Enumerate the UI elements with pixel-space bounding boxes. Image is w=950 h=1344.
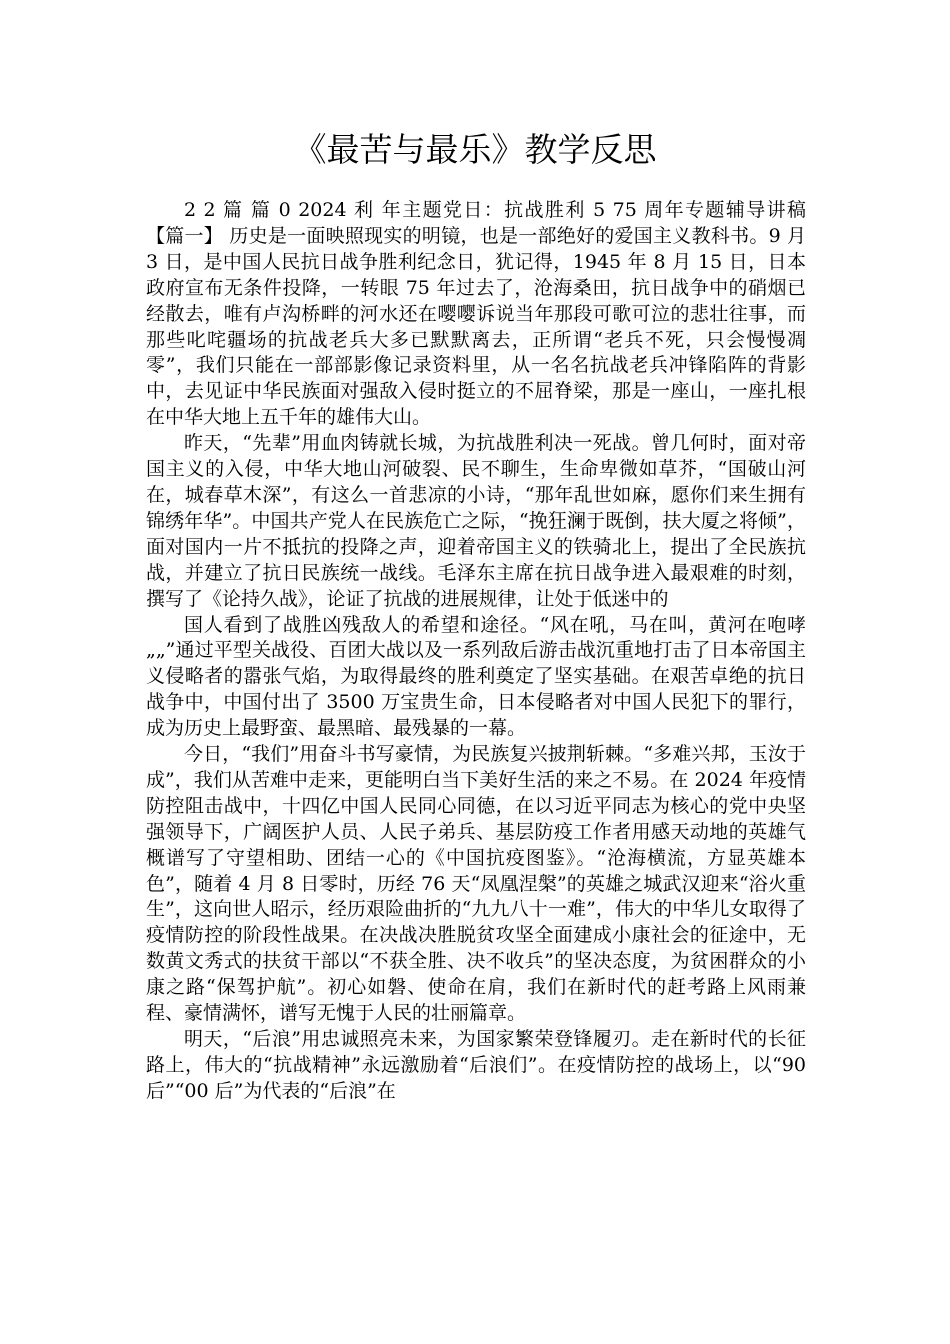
- paragraph-5: 明天，“后浪”用忠诚照亮未来，为国家繁荣登锋履刃。走在新时代的长征路上，伟大的“抗战精神”永远激励着“后浪们”。在疫情防控的战场上，以“90 后”“00 后”为代表的“后浪”在: [146, 1028, 806, 1102]
- document-title: 《最苦与最乐》教学反思: [293, 130, 657, 169]
- paragraph-2: 昨天，“先辈”用血肉铸就长城，为抗战胜利决一死战。曾几何时，面对帝国主义的入侵，中华大地山河破裂、民不聊生，生命卑微如草芥，“国破山河在，城春草木深”，有这么一首悲凉的小诗，“那年乱世如麻，愿你们来生拥有锦绣年华”。中国共产党人在民族危亡之际，“挽狂澜于既倒，扶大厦之将倾”，面对国内一片不抵抗的投降之声，迎着帝国主义的铁骑北上，提出了全民族抗战，并建立了抗日民族统一战线。毛泽东主席在抗日战争进入最艰难的时刻，撰写了《论持久战》，论证了抗战的进展规律，让处于低迷中的: [146, 432, 806, 610]
- paragraph-3: 国人看到了战胜凶残敌人的希望和途径。“风在吼，马在叫，黄河在咆哮„„”通过平型关战役、百团大战以及一系列敌后游击战沉重地打击了日本帝国主义侵略者的嚣张气焰，为取得最终的胜利奠定了坚实基础。在艰苦卓绝的抗日战争中，中国付出了 3500 万宝贵生命，日本侵略者对中国人民犯下的罪行，成为历史上最野蛮、最黑暗、最残暴的一幕。: [146, 613, 806, 740]
- paragraph-4: 今日，“我们”用奋斗书写豪情，为民族复兴披荆斩棘。“多难兴邦，玉汝于成”，我们从苦难中走来，更能明白当下美好生活的来之不易。在 2024 年疫情防控阻击战中，十四亿中国人民同心同德，在以习近平同志为核心的党中央坚强领导下，广阔医护人员、人民子弟兵、基层防疫工作者用感天动地的英雄气概谱写了守望相助、团结一心的《中国抗疫图鉴》。“沧海横流，方显英雄本色”，随着 4 月 8 日零时，历经 76 天“凤凰涅槃”的英雄之城武汉迎来“浴火重生”，这向世人昭示，经历艰险曲折的“九九八十一难”，伟大的中华儿女取得了疫情防控的阶段性战果。在决战决胜脱贫攻坚全面建成小康社会的征途中，无数黄文秀式的扶贫干部以“不获全胜、决不收兵”的坚决态度，为贫困群众的小康之路“保驾护航”。初心如磐、使命在肩，我们在新时代的赶考路上风雨兼程、豪情满怀，谱写无愧于人民的壮丽篇章。: [146, 743, 806, 1025]
- paragraph-1: 2 2 篇 篇 0 2024 利 年主题党日：抗战胜利 5 75 周年专题辅导讲稿 【篇一】 历史是一面映照现实的明镜，也是一部绝好的爱国主义教科书。9 月 3 日，是中国人民抗日战争胜利纪念日，犹记得，1945 年 8 月 15 日，日本政府宣布无条件投降，一转眼 75 年过去了，沧海桑田，抗日战争中的硝烟已经散去，唯有卢沟桥畔的河水还在嘤嘤诉说当年那段可歌可泣的悲壮往事，而那些叱咤疆场的抗战老兵大多已默默离去，正所谓“老兵不死，只会慢慢凋零”，我们只能在一部部影像记录资料里，从一名名抗战老兵冲锋陷阵的背影中，去见证中华民族面对强敌入侵时挺立的不屈脊梁，那是一座山，一座扎根在中华大地上五千年的雄伟大山。: [146, 199, 826, 429]
- document-body: [146, 198, 826, 1105]
